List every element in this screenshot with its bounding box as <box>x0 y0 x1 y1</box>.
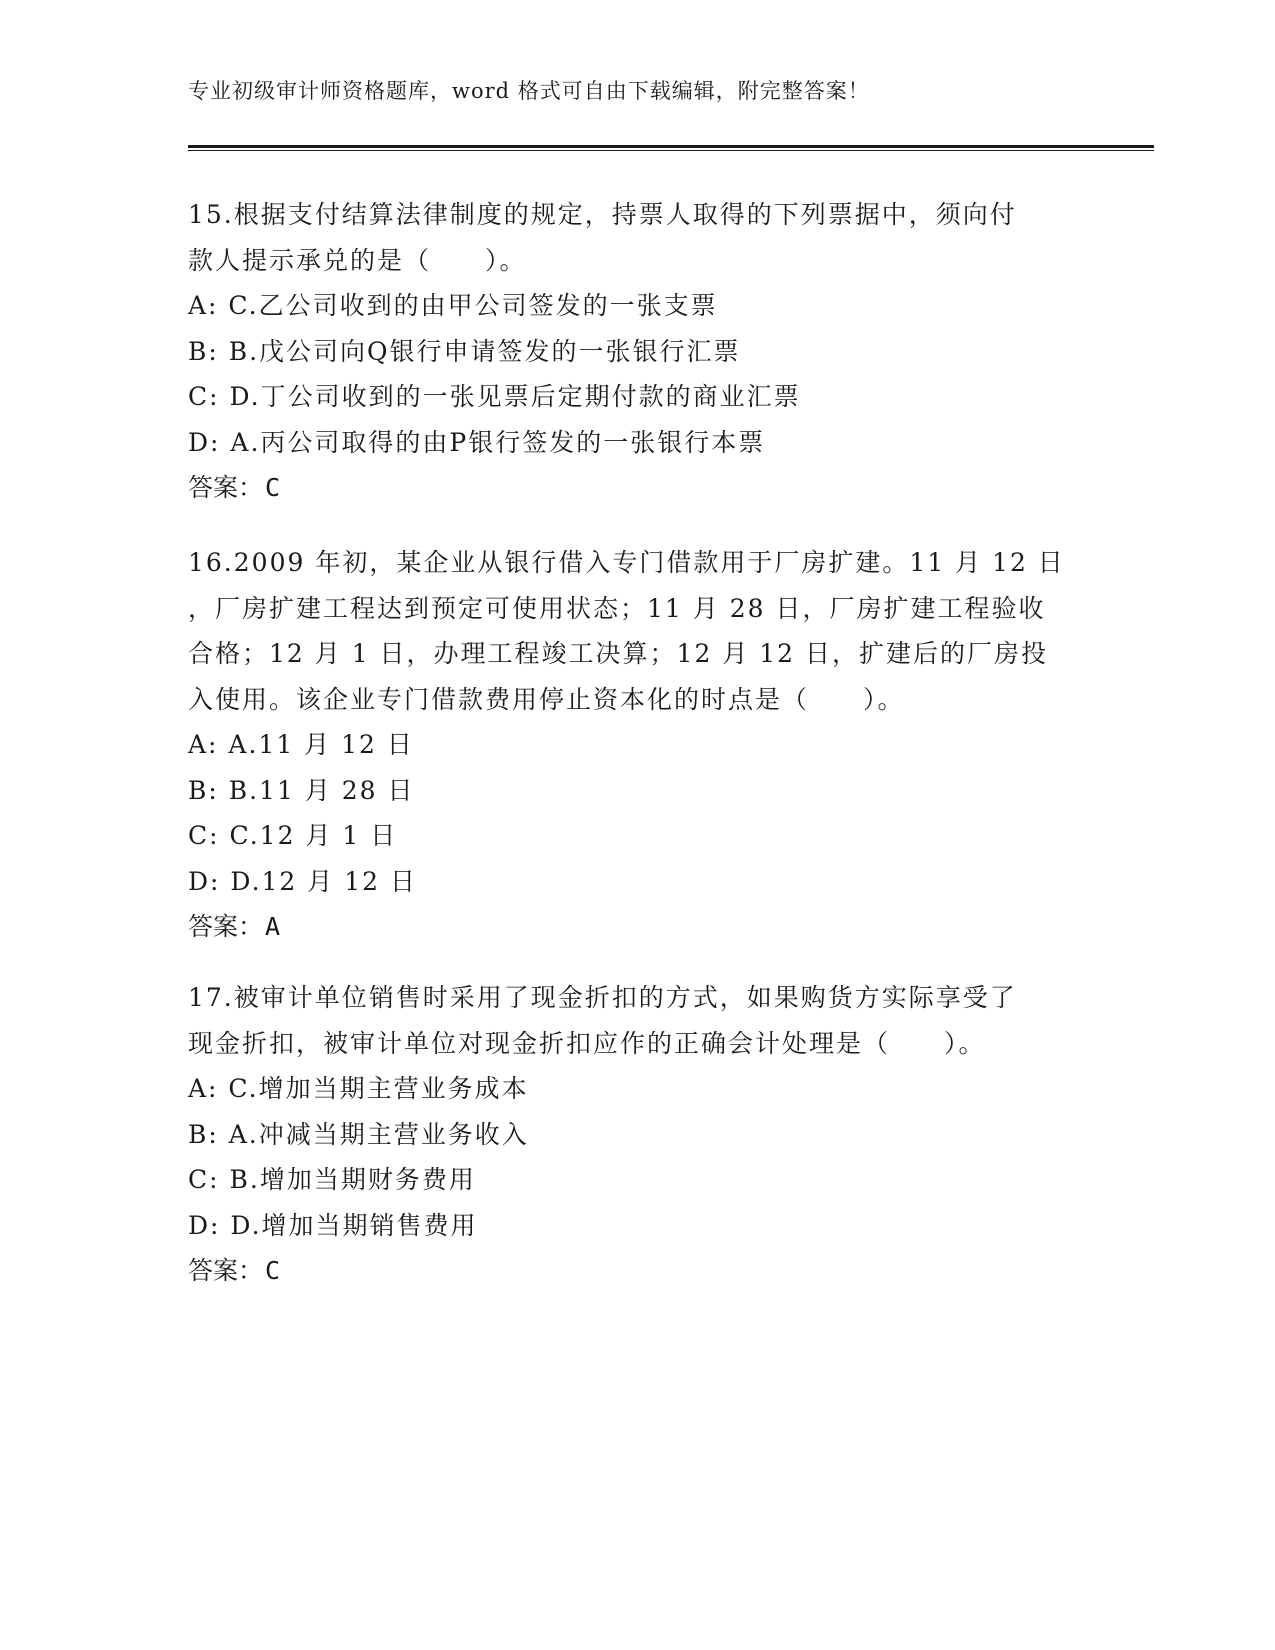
question-stem-line: 15.根据支付结算法律制度的规定，持票人取得的下列票据中，须向付 <box>188 200 1017 229</box>
option-d: D: A.丙公司取得的由P银行签发的一张银行本票 <box>188 427 766 457</box>
answer-value: A <box>265 912 281 941</box>
option-c: C: D.丁公司收到的一张见票后定期付款的商业汇票 <box>188 382 801 411</box>
answer-label: 答案： <box>188 1256 264 1285</box>
page-header: 专业初级审计师资格题库，word 格式可自由下载编辑，附完整答案！ <box>188 79 870 103</box>
option-d: D: D.12 月 12 日 <box>188 866 417 896</box>
option-d: D: D.增加当期销售费用 <box>188 1210 478 1240</box>
question-stem-line: 现金折扣，被审计单位对现金折扣应作的正确会计处理是（ ）。 <box>188 1028 986 1058</box>
option-a: A: A.11 月 12 日 <box>188 730 414 759</box>
option-b: B: B.戊公司向Q银行申请签发的一张银行汇票 <box>188 336 741 366</box>
question-stem-line: 17.被审计单位销售时采用了现金折扣的方式，如果购货方实际享受了 <box>188 983 1017 1012</box>
question-stem-line: 16.2009 年初，某企业从银行借入专门借款用于厂房扩建。11 月 12 日 <box>188 548 1065 577</box>
question-stem <box>188 540 1088 722</box>
question-15 <box>188 192 1088 511</box>
answer-line <box>188 1248 1088 1294</box>
question-stem-line: ，厂房扩建工程达到预定可使用状态；11 月 28 日，厂房扩建工程验收 <box>188 593 1046 623</box>
answer-line <box>188 465 1088 511</box>
option-c: C: C.12 月 1 日 <box>188 821 398 850</box>
question-17 <box>188 975 1088 1294</box>
option-b: B: B.11 月 28 日 <box>188 775 415 805</box>
question-16 <box>188 540 1088 950</box>
answer-value: C <box>265 473 281 502</box>
header-divider-thin <box>188 150 1154 151</box>
answer-line <box>188 904 1088 950</box>
header-divider-thick <box>188 145 1154 148</box>
option-c: C: B.增加当期财务费用 <box>188 1165 476 1194</box>
answer-label: 答案： <box>188 912 264 941</box>
option-b: B: A.冲减当期主营业务收入 <box>188 1119 529 1149</box>
question-stem-line: 款人提示承兑的是（ ）。 <box>188 245 527 275</box>
option-a: A: C.乙公司收到的由甲公司签发的一张支票 <box>188 291 718 320</box>
question-stem-line: 入使用。该企业专门借款费用停止资本化的时点是（ ）。 <box>188 684 905 714</box>
question-stem <box>188 192 1088 283</box>
option-a: A: C.增加当期主营业务成本 <box>188 1074 529 1103</box>
question-stem <box>188 975 1088 1066</box>
answer-label: 答案： <box>188 473 264 502</box>
question-stem-line: 合格；12 月 1 日，办理工程竣工决算；12 月 12 日，扩建后的厂房投 <box>188 639 1049 668</box>
answer-value: C <box>265 1256 281 1285</box>
